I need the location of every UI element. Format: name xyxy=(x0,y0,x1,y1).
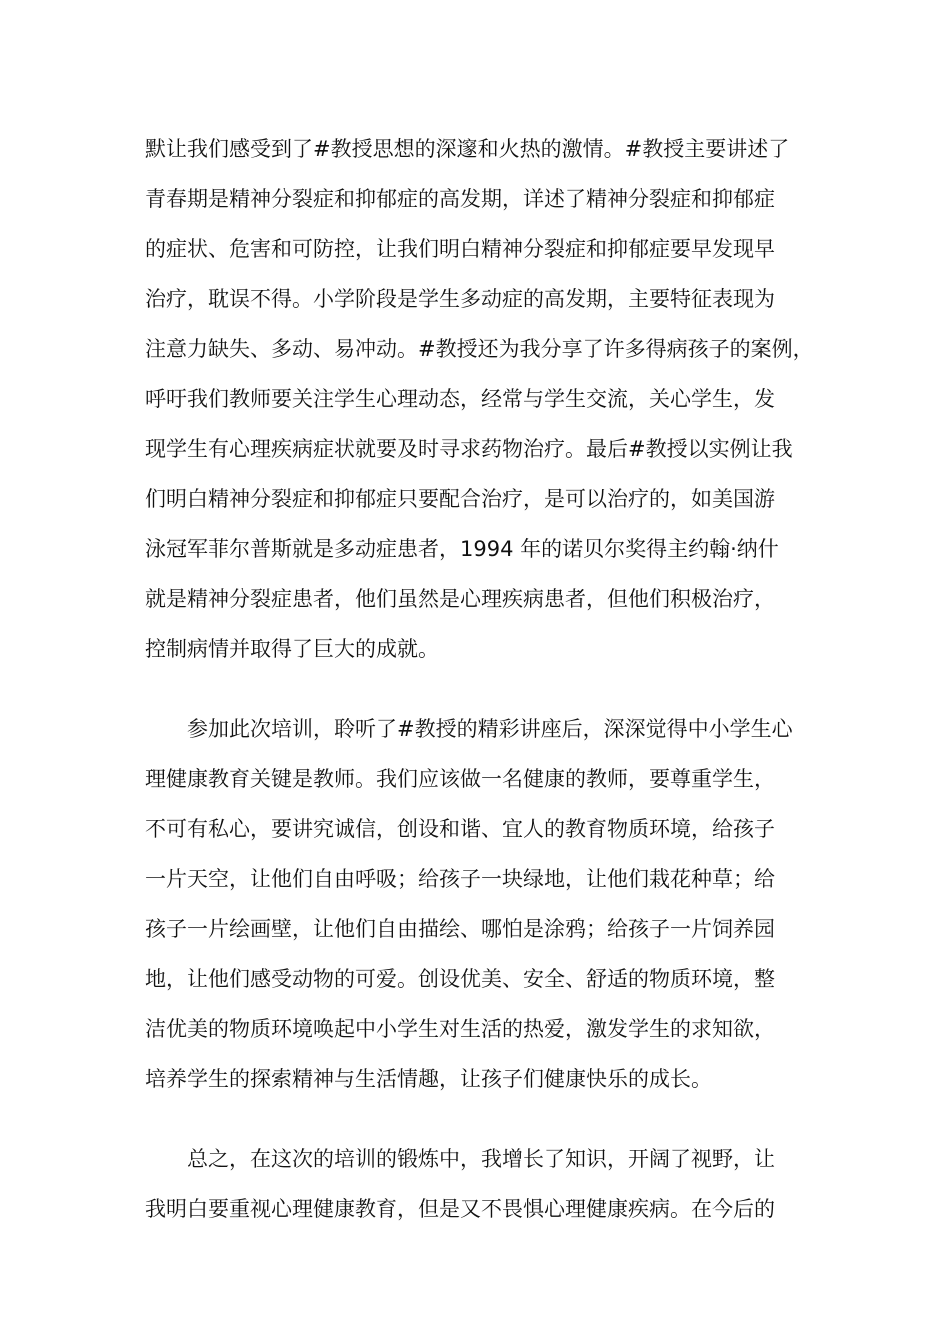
paragraph-line: 治疗，耽误不得。小学阶段是学生多动症的高发期，主要特征表现为 xyxy=(145,287,775,311)
paragraph-line: 们明白精神分裂症和抑郁症只要配合治疗，是可以治疗的，如美国游 xyxy=(145,487,775,511)
paragraph-line: 总之，在这次的培训的锻炼中，我增长了知识，开阔了视野，让 xyxy=(187,1147,775,1171)
paragraph-line: 控制病情并取得了巨大的成就。 xyxy=(145,637,439,661)
paragraph-line: 泳冠军菲尔普斯就是多动症患者，1994 年的诺贝尔奖得主约翰·纳什 xyxy=(145,537,779,561)
paragraph-2 xyxy=(145,704,825,1104)
paragraph-line: 注意力缺失、多动、易冲动。#教授还为我分享了许多得病孩子的案例， xyxy=(145,337,814,361)
paragraph-line: 青春期是精神分裂症和抑郁症的高发期，详述了精神分裂症和抑郁症 xyxy=(145,187,775,211)
document-body xyxy=(145,124,825,1234)
paragraph-line: 的症状、危害和可防控，让我们明白精神分裂症和抑郁症要早发现早 xyxy=(145,237,775,261)
paragraph-line: 呼吁我们教师要关注学生心理动态，经常与学生交流，关心学生，发 xyxy=(145,387,775,411)
paragraph-line: 不可有私心，要讲究诚信，创设和谐、宜人的教育物质环境，给孩子 xyxy=(145,817,775,841)
paragraph-line: 一片天空，让他们自由呼吸；给孩子一块绿地，让他们栽花种草；给 xyxy=(145,867,775,891)
paragraph-line: 培养学生的探索精神与生活情趣，让孩子们健康快乐的成长。 xyxy=(145,1067,712,1091)
paragraph-spacer xyxy=(145,674,825,704)
paragraph-line: 现学生有心理疾病症状就要及时寻求药物治疗。最后#教授以实例让我 xyxy=(145,437,793,461)
paragraph-line: 默让我们感受到了#教授思想的深邃和火热的激情。#教授主要讲述了 xyxy=(145,137,790,161)
paragraph-line: 就是精神分裂症患者，他们虽然是心理疾病患者，但他们积极治疗， xyxy=(145,587,775,611)
paragraph-1 xyxy=(145,124,825,674)
paragraph-line: 理健康教育关键是教师。我们应该做一名健康的教师，要尊重学生， xyxy=(145,767,775,791)
paragraph-line: 洁优美的物质环境唤起中小学生对生活的热爱，激发学生的求知欲， xyxy=(145,1017,775,1041)
paragraph-line: 地，让他们感受动物的可爱。创设优美、安全、舒适的物质环境，整 xyxy=(145,967,775,991)
paragraph-line: 孩子一片绘画壁，让他们自由描绘、哪怕是涂鸦；给孩子一片饲养园 xyxy=(145,917,775,941)
paragraph-spacer xyxy=(145,1104,825,1134)
paragraph-3 xyxy=(145,1134,825,1234)
paragraph-line: 我明白要重视心理健康教育，但是又不畏惧心理健康疾病。在今后的 xyxy=(145,1197,775,1221)
paragraph-line: 参加此次培训，聆听了#教授的精彩讲座后，深深觉得中小学生心 xyxy=(187,717,793,741)
